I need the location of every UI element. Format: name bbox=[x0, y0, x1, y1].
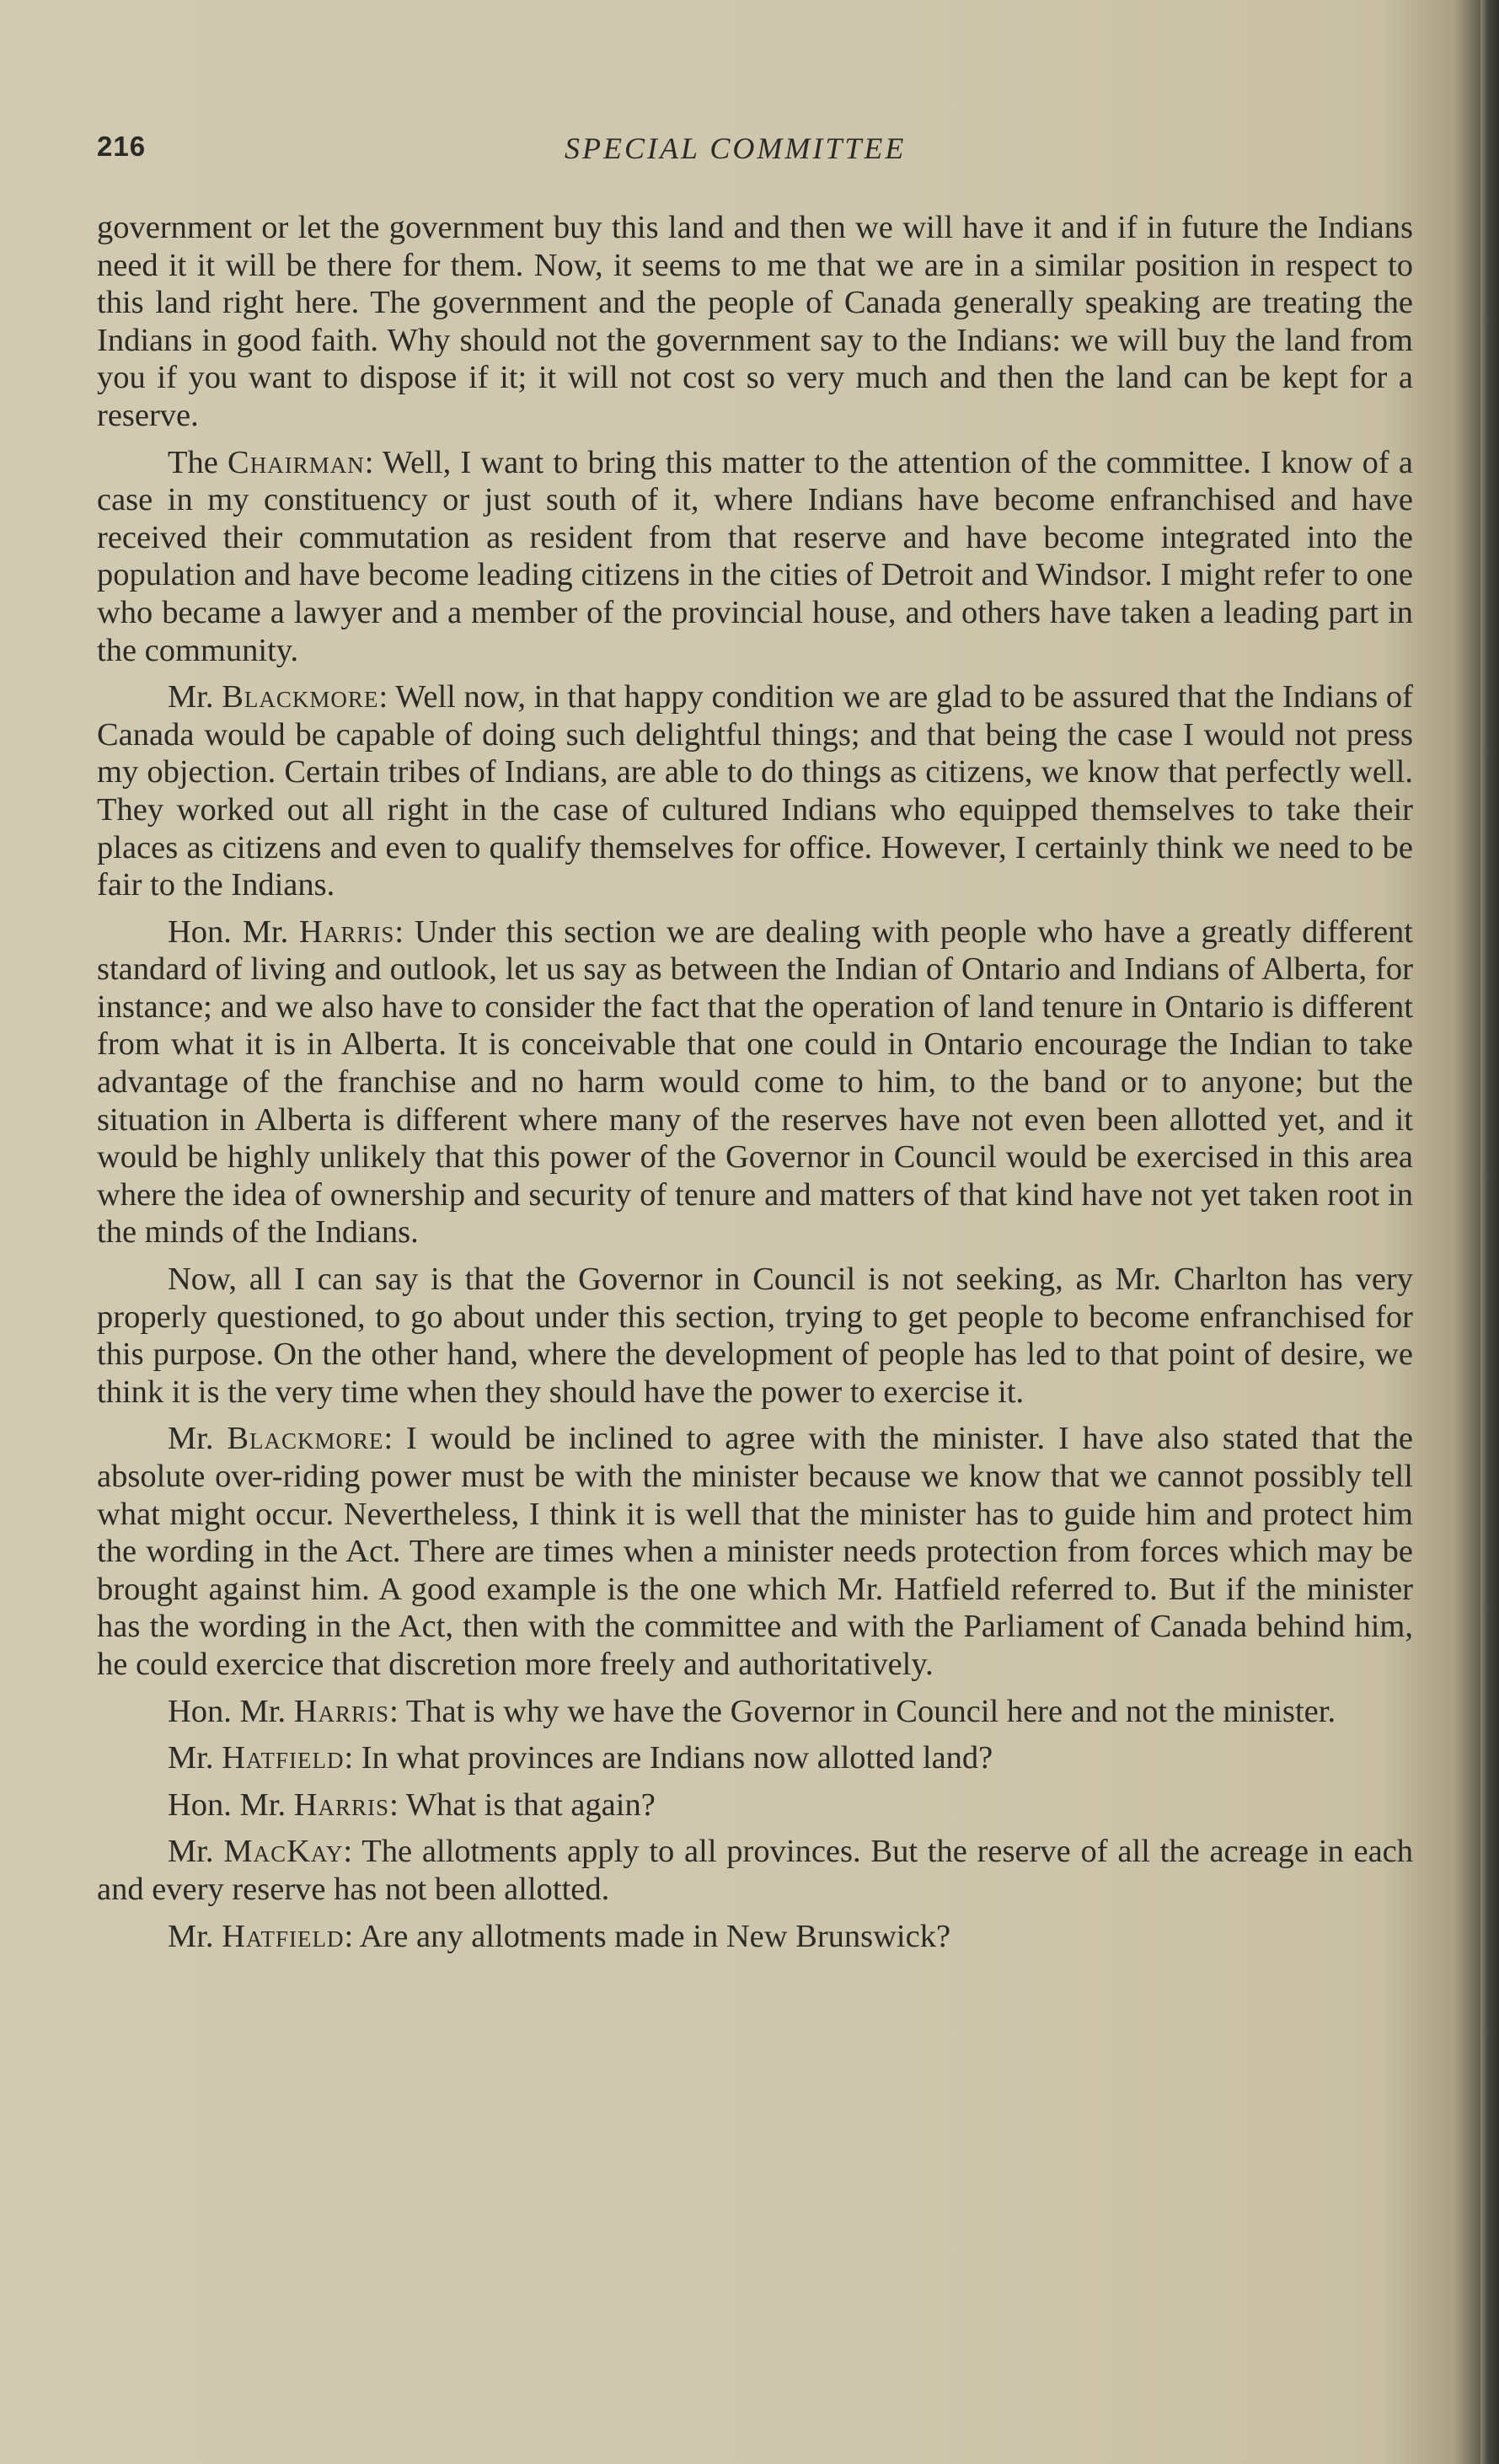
page-number: 216 bbox=[97, 131, 147, 162]
paragraph-text: : In what provinces are Indians now allotted land? bbox=[344, 1740, 993, 1776]
speaker-prefix: Hon. Mr. bbox=[168, 1786, 294, 1823]
page-header bbox=[97, 131, 1411, 173]
paragraph-text: : Are any allotments made in New Brunswick? bbox=[344, 1918, 951, 1954]
paragraph-chairman bbox=[97, 444, 1413, 670]
paragraph-mackay bbox=[97, 1833, 1413, 1908]
paragraph-hatfield-2 bbox=[97, 1918, 1413, 1956]
paragraph-blackmore-2 bbox=[97, 1420, 1413, 1683]
page-body bbox=[97, 209, 1413, 1964]
paragraph-hatfield-1 bbox=[97, 1739, 1413, 1777]
speaker-prefix: Mr. bbox=[168, 1918, 222, 1954]
paragraph-harris-3 bbox=[97, 1786, 1413, 1824]
paragraph-text: : That is why we have the Governor in Council here and not the minister. bbox=[389, 1693, 1336, 1729]
speaker-prefix: Mr. bbox=[168, 1421, 228, 1457]
paragraph-harris-continued bbox=[97, 1261, 1413, 1411]
paragraph-text: : Under this section we are dealing with people who have a greatly different standard of living and outlook, let us say as between the Indian of Ontario and Indians of Alberta, for instance; and we also have to consider the fact that the operation of land tenure in Ontario is different from what it is in Alberta. It is conceivable that one could in Ontario encourage the Indian to take advantage of the franchise and no harm would come to him, to the band or to anyone; but the situation in Alberta is different where many of the reserves have not even been allotted yet, and it would be highly unlikely that this power of the Governor in Council would be exercised in this area where the idea of ownership and security of tenure and matters of that kind have not yet taken root in the minds of the Indians. bbox=[97, 913, 1413, 1251]
speaker-name: Chairman bbox=[228, 444, 365, 480]
speaker-name: Blackmore bbox=[227, 1421, 384, 1457]
paragraph-continuation bbox=[97, 209, 1413, 435]
binding-edge bbox=[1480, 0, 1499, 2464]
speaker-name: Harris bbox=[293, 1693, 390, 1729]
speaker-prefix: Mr. bbox=[168, 1740, 222, 1776]
paragraph-harris-1 bbox=[97, 913, 1413, 1251]
speaker-prefix: Mr. bbox=[168, 1834, 224, 1870]
paragraph-harris-2 bbox=[97, 1693, 1413, 1731]
paragraph-text: : I would be inclined to agree with the minister. I have also stated that the absolute over-riding power must be with the minister because we know that we cannot possibly tell what might occur. Nevertheless, I think it is well that the minister has to guide him and protect him the wording in the Act. There are times when a minister needs protection from forces which may be brought against him. A good example is the one which Mr. Hatfield referred to. But if the minister has the wording in the Act, then with the committee and with the Parliament of Canada behind him, he could exercice that discretion more freely and authoritatively. bbox=[97, 1421, 1413, 1682]
speaker-name: MacKay bbox=[223, 1834, 344, 1870]
paragraph-text: : The allotments apply to all provinces. But the reserve of all the acreage in each and every reserve has not been allotted. bbox=[97, 1834, 1413, 1907]
speaker-prefix: The bbox=[168, 444, 228, 480]
speaker-name: Harris bbox=[299, 913, 395, 950]
paragraph-text: government or let the government buy this land and then we will have it and if in future the Indians need it it will be there for them. Now, it seems to me that we are in a similar position in respect to this land right here. The government and the people of Canada generally speaking are treating the Indians in good faith. Why should not the government say to the Indians: we will buy the land from you if you want to dispose if it; it will not cost so very much and then the land can be kept for a reserve. bbox=[97, 210, 1413, 433]
speaker-name: Blackmore bbox=[222, 679, 379, 715]
paragraph-blackmore-1 bbox=[97, 678, 1413, 904]
paragraph-text: : Well now, in that happy condition we are glad to be assured that the Indians of Canada would be capable of doing such delightful things; and that being the case I would not press my objection. Certain tribes of Indians, are able to do things as citizens, we know that perfectly well. They worked out all right in the case of cultured Indians who equipped themselves to take their places as citizens and even to qualify themselves for office. However, I certainly think we need to be fair to the Indians. bbox=[97, 679, 1413, 903]
speaker-name: Hatfield bbox=[222, 1918, 345, 1954]
speaker-name: Hatfield bbox=[222, 1740, 345, 1776]
speaker-name: Harris bbox=[293, 1786, 390, 1823]
speaker-prefix: Mr. bbox=[168, 679, 222, 715]
paragraph-text: Now, all I can say is that the Governor in Council is not seeking, as Mr. Charlton has very properly questioned, to go about under this section, trying to get people to become enfranchised for this purpose. On the other hand, where the development of people has led to that point of desire, we think it is the very time when they should have the power to exercise it. bbox=[97, 1261, 1413, 1410]
running-head: SPECIAL COMMITTEE bbox=[565, 131, 907, 165]
speaker-prefix: Hon. Mr. bbox=[168, 913, 300, 950]
speaker-prefix: Hon. Mr. bbox=[168, 1693, 294, 1729]
paragraph-text: : Well, I want to bring this matter to the attention of the committee. I know of a case in my constituency or just south of it, where Indians have become enfranchised and have received their commutation as resident from that reserve and have become integrated into the population and have become leading citizens in the cities of Detroit and Windsor. I might refer to one who became a lawyer and a member of the provincial house, and others have taken a leading part in the community. bbox=[97, 444, 1413, 668]
paragraph-text: : What is that again? bbox=[389, 1786, 656, 1823]
